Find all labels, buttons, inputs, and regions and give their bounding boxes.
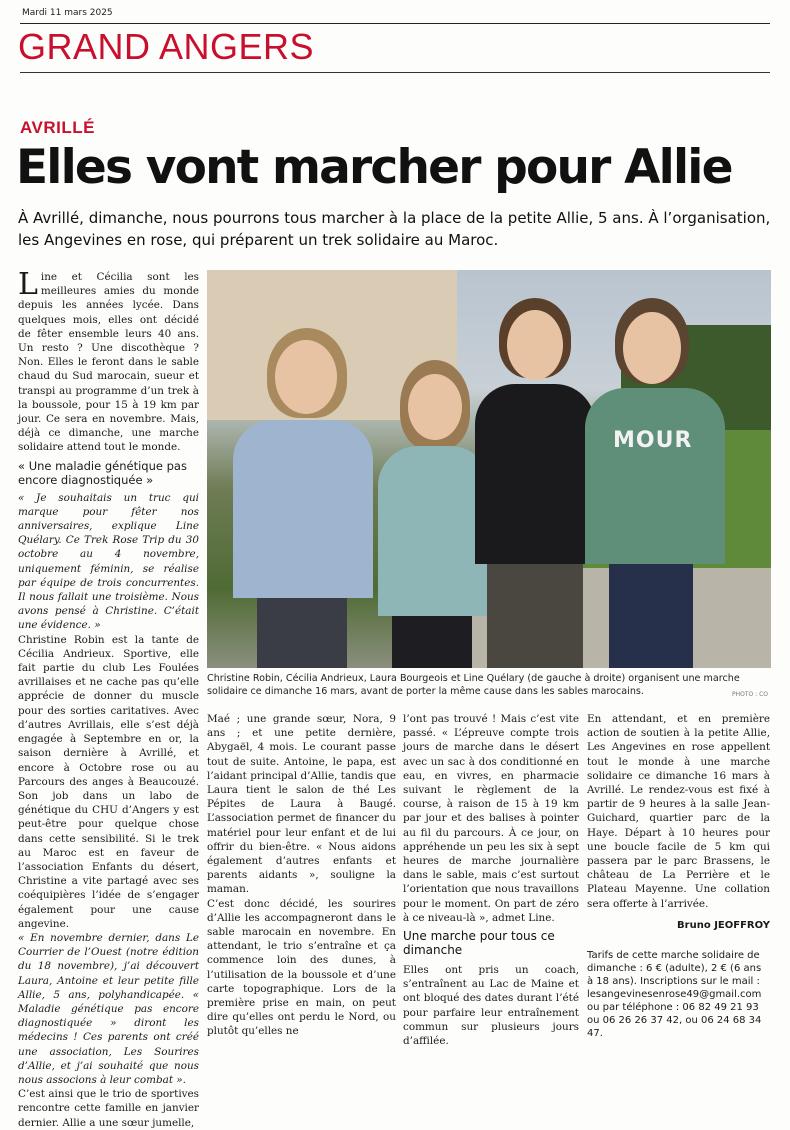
column-3 — [403, 712, 579, 1048]
issue-date: Mardi 11 mars 2025 — [22, 8, 113, 18]
section-rule — [20, 72, 770, 73]
top-rule — [20, 23, 770, 24]
column-2 — [207, 712, 396, 1039]
column-1 — [18, 267, 199, 1130]
paragraph: Maé ; une grande sœur, Nora, 9 ans ; et une petite dernière, Abygaël, 4 mois. Le courant passe tout de suite. Antoine, le papa, est l’aidant principal d’Allie, tandis que Laura tient le salon de thé Les Pépites de Laura à Baugé. L’association permet de financer du matériel pour leur enfant et de lui offrir du bien-être. « Nous aidons également d’autres enfants et parents aidants », souligne la maman. — [207, 713, 396, 896]
paragraph: En attendant, et en première action de soutien à la petite Allie, Les Angevines en rose appellent tout le monde à une marche solidaire ce dimanche 16 mars à Avrillé. Le rendez-vous est fixé à partir de 9 heures à la salle Jean-Guichard, quartier parc de la Haye. Départ à 10 heures pour une boucle facile de 5 km qui passera par le parc Brassens, le château de La Perrière et le Plateau Mayenne. Une collation sera offerte à l’arrivée. — [587, 713, 770, 910]
paragraph: C’est ainsi que le trio de sportives rencontre cette famille en janvier dernier. Allie a une sœur jumelle, — [18, 1088, 199, 1129]
paragraph: Elles ont pris un coach, s’entraînent au Lac de Maine et ont bloqué des dates durant l’été pour parfaire leur entraînement commun sur plusieurs jours d’affilée. — [403, 964, 579, 1048]
paragraph — [18, 267, 199, 455]
section-title: GRAND ANGERS — [18, 26, 315, 67]
subheading: Une marche pour tous ce dimanche — [403, 929, 555, 958]
byline: Bruno JEOFFROY — [677, 919, 770, 931]
info-box: Tarifs de cette marche solidaire de dimanche : 6 € (adulte), 2 € (6 ans à 18 ans). Inscriptions sur le mail : lesangevinesenrose49@gmail.com ou par téléphone : 06 82 49 21 93 ou 06 26 26 37 42, ou 06 24 68 34 47. — [587, 950, 762, 1040]
paragraph: C’est donc décidé, les sourires d’Allie les accompagneront dans le sable marocain en novembre. En attendant, le trio s’entraîne et ça commence loin des dunes, à l’utilisation de la boussole et d’une carte topographique. Lors de la première prise en main, on peut dire qu’elles ont perdu le Nord, ou plutôt qu’elles ne — [207, 897, 396, 1038]
photo-caption: Christine Robin, Cécilia Andrieux, Laura Bourgeois et Line Quélary (de gauche à droite) organisent une marche solidaire ce dimanche 16 mars, avant de porter la même cause dans les sables marocains. — [207, 673, 740, 697]
intertitle: « Une maladie génétique pas encore diagnostiquée » — [18, 458, 187, 487]
sweater-lettering: MOUR — [613, 428, 693, 453]
article-headline: Elles vont marcher pour Allie — [16, 140, 732, 195]
article-standfirst: À Avrillé, dimanche, nous pourrons tous marcher à la place de la petite Allie, 5 ans. À l’organisation, les Angevines en rose, qui préparent un trek solidaire au Maroc. — [18, 209, 771, 249]
photo-credit: PHOTO : CO — [732, 691, 768, 698]
drop-cap: L — [18, 267, 38, 302]
paragraph-text: ine et Cécilia sont les meilleures amies du monde depuis les années lycée. Dans quelques mois, elles ont décidé de fêter ensemble leurs 40 ans. Un resto ? Une discothèque ? Non. Elles le feront dans le sable chaud du Sud marocain, sueur et transpi au programme d’un trek à la boussole, pour 15 à 19 km par jour. Ce sera en novembre. Mais, déjà ce dimanche, une marche solidaire attend tout le monde. — [18, 271, 199, 454]
person-line — [579, 288, 729, 668]
paragraph: l’ont pas trouvé ! Mais c’est vite passé. « L’épreuve compte trois jours de marche dans le désert avec un sac à dos conditionné en eau, en vivres, en pharmacie suivant le règlement de la course, à raison de 15 à 19 km par jour et des balises à pointer au fil du parcours. À ce jour, on appréhende un peu les six à sept heures de marche journalière dans le sable, mais c’est surtout l’orientation que nous travaillons pour le moment. On part de zéro à ce niveau-là », admet Line. — [403, 713, 579, 924]
paragraph: « En novembre dernier, dans Le Courrier de l’Ouest (notre édition du 18 novembre), j’ai découvert Laura, Antoine et leur petite fille Allie, 5 ans, polyhandicapée. « Maladie génétique pas encore diagnostiquée » diront les médecins ! Ces parents ont créé une association, Les Sourires d’Allie, et j’ai souhaité que nous nous associons à leur combat ». — [18, 931, 199, 1086]
paragraph: Christine Robin est la tante de Cécilia Andrieux. Sportive, elle fait partie du club Les Foulées avrillaises et ne cache pas qu’elle apprécie de donner du muscle pour des sorties caritatives. Avec d’autres Avrillais, elle s’est déjà engagée à Septembre en or, la saison dernière à Avrillé, et encore à Octobre rose ou au Parcours des anges à Beaucouzé. Son job dans un labo de génétique du CHU d’Angers y est peut-être pour quelque chose dans cette sensibilité. Si le trek au Maroc est en faveur de l’association Enfants du désert, Christine a vite partagé avec ses coéquipières l’idée de s’engager également pour une cause angevine. — [18, 633, 199, 930]
column-4 — [587, 712, 770, 1040]
person-christine — [225, 308, 375, 668]
article-photo — [207, 270, 771, 668]
article-kicker: AVRILLÉ — [20, 118, 95, 137]
paragraph: « Je souhaitais un truc qui marque pour fêter nos anniversaires, explique Line Quélary. Ce Trek Rose Trip du 30 octobre au 4 novembre, uniquement féminin, se réalise par équipe de trois concurrentes. Il nous fallait une troisième. Nous avons pensé à Christine. C’était une évidence. » — [18, 491, 199, 632]
